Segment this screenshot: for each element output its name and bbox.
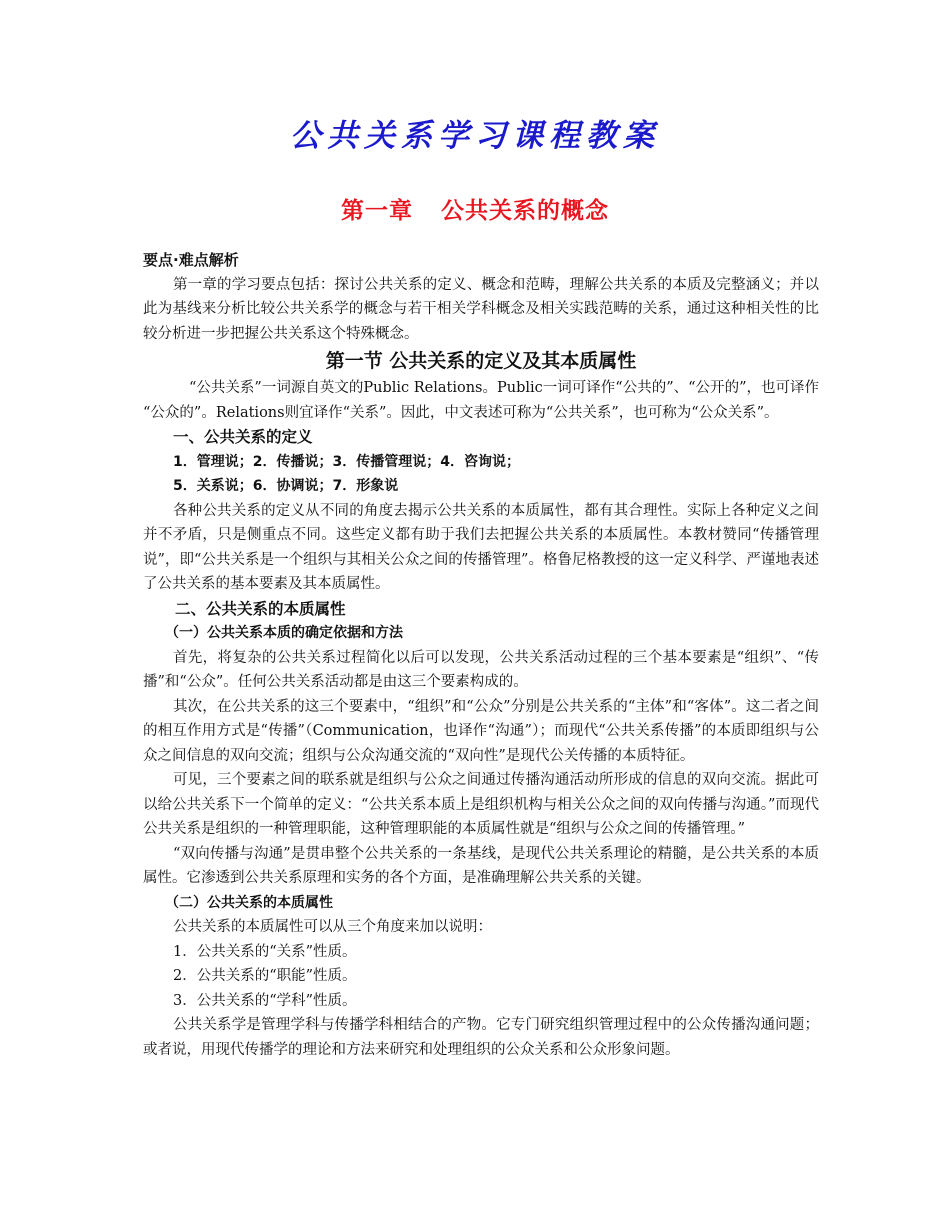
section-intro-paragraph: “公共关系”一词源自英文的Public Relations。Public一词可译作“公共的”、“公开的”，也可译作 “公众的”。Relations则宜译作“关系”。因此，中文表述可称为“公共关系”，也可称为“公众关系”。	[143, 380, 819, 421]
essence-heading: 二、公共关系的本质属性	[175, 599, 346, 618]
definition-paragraph: 各种公共关系的定义从不同的角度去揭示公共关系的本质属性，都有其合理性。实际上各种定义之间并不矛盾，只是侧重点不同。这些定义都有助于我们去把握公共关系的本质属性。本教材赞同“传播管理说”，即“公共关系是一个组织与其相关公众之间的传播管理”。格鲁尼格教授的这一定义科学、严谨地表述了公共关系的基本要素及其本质属性。	[143, 502, 819, 592]
essence-paragraph-1: 首先，将复杂的公共关系过程简化以后可以发现，公共关系活动过程的三个基本要素是“组织”、“传播”和“公众”。任何公共关系活动都是由这三个要素构成的。	[143, 649, 819, 690]
section-title: 第一节 公共关系的定义及其本质属性	[325, 350, 637, 372]
attribute-item: 2．公共关系的“职能”性质。	[173, 968, 357, 984]
document-body	[143, 248, 819, 1062]
essence-paragraph-2: 其次，在公共关系的这三个要素中，“组织”和“公众”分别是公共关系的“主体”和“客体”。这二者之间的相互作用方式是“传播”（Communication，也译作“沟通”）；而现代“公共关系传播”的本质即组织与公众之间信息的双向交流；组织与公众沟通交流的“双向性”是现代公关传播的本质特征。	[143, 698, 819, 764]
attribute-item: 3．公共关系的“学科”性质。	[173, 992, 357, 1009]
document-title: 公共关系学习课程教案	[290, 118, 660, 154]
attributes-paragraph: 公共关系学是管理学科与传播学科相结合的产物。它专门研究组织管理过程中的公众传播沟通问题；或者说，用现代传播学的理论和方法来研究和处理组织的公众关系和公众形象问题。	[143, 1017, 819, 1058]
chapter-heading	[0, 192, 950, 225]
definition-list-line-1: 1．管理说；2．传播说；3．传播管理说；4．咨询说；	[173, 453, 520, 470]
essence-paragraph-4: “双向传播与沟通”是贯串整个公共关系的一条基线，是现代公共关系理论的精髓，是公共关系的本质属性。它渗透到公共关系原理和实务的各个方面，是准确理解公共关系的关键。	[143, 845, 819, 886]
essence-attributes-heading: （二）公共关系的本质属性	[165, 894, 333, 911]
key-points-paragraph: 第一章的学习要点包括：探讨公共关系的定义、概念和范畴，理解公共关系的本质及完整涵义；并以此为基线来分析比较公共关系学的概念与若干相关学科概念及相关实践范畴的关系，通过这种相关性的比较分析进一步把握公共关系这个特殊概念。	[143, 276, 819, 342]
essence-basis-heading: （一）公共关系本质的确定依据和方法	[165, 625, 403, 641]
attribute-item: 1．公共关系的“关系”性质。	[173, 943, 357, 960]
chapter-name: 公共关系的概念	[441, 198, 609, 224]
definition-heading: 一、公共关系的定义	[173, 428, 313, 446]
key-points-heading: 要点·难点解析	[143, 251, 239, 269]
essence-paragraph-3: 可见，三个要素之间的联系就是组织与公众之间通过传播沟通活动所形成的信息的双向交流。据此可以给公共关系下一个简单的定义：“公共关系本质上是组织机构与相关公众之间的双向传播与沟通。”而现代公共关系是组织的一种管理职能，这种管理职能的本质属性就是“组织与公众之间的传播管理。”	[143, 772, 819, 837]
attributes-intro: 公共关系的本质属性可以从三个角度来加以说明：	[173, 919, 492, 935]
chapter-number: 第一章	[341, 198, 413, 224]
definition-list-line-2: 5．关系说；6．协调说；7．形象说	[173, 478, 399, 494]
